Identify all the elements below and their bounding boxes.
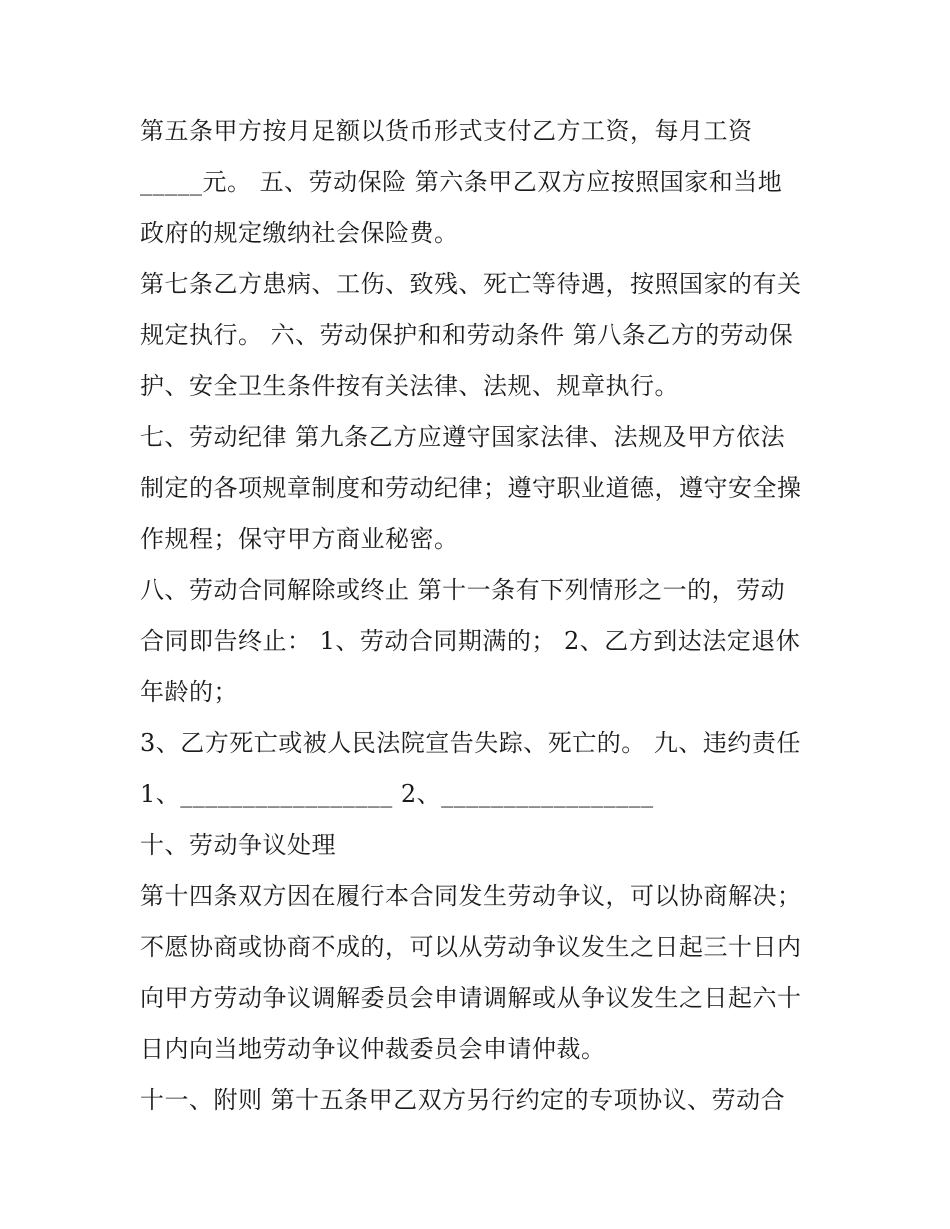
text-line: 1、_________________ 2、_________________ (140, 780, 654, 808)
text-line: 不愿协商或协商不成的，可以从劳动争议发生之日起三十日内 (140, 933, 802, 961)
text-line: 制定的各项规章制度和劳动纪律；遵守职业道德，遵守安全操 (140, 474, 802, 502)
text-line: 3、乙方死亡或被人民法院宣告失踪、死亡的。 九、违约责任 (140, 729, 801, 757)
text-line: 十一、附则 第十五条甲乙双方另行约定的专项协议、劳动合 (140, 1086, 786, 1114)
text-line: 向甲方劳动争议调解委员会申请调解或从争议发生之日起六十 (140, 984, 802, 1012)
text-line: 八、劳动合同解除或终止 第十一条有下列情形之一的，劳动 (140, 576, 786, 604)
text-line: 年龄的； (140, 678, 238, 706)
contract-text (140, 106, 820, 1126)
text-line: 十、劳动争议处理 (140, 831, 336, 859)
text-line: 七、劳动纪律 第九条乙方应遵守国家法律、法规及甲方依法 (140, 423, 786, 451)
text-line: 合同即告终止： 1、劳动合同期满的； 2、乙方到达法定退休 (140, 627, 801, 655)
text-line: 第十四条双方因在履行本合同发生劳动争议，可以协商解决； (140, 882, 802, 910)
text-line: 第五条甲方按月足额以货币形式支付乙方工资，每月工资 (140, 117, 753, 145)
text-line: 规定执行。 六、劳动保护和和劳动条件 第八条乙方的劳动保 (140, 321, 794, 349)
text-line: _____元。 五、劳动保险 第六条甲乙双方应按照国家和当地 (140, 168, 783, 196)
text-line: 政府的规定缴纳社会保险费。 (140, 219, 459, 247)
text-line: 护、安全卫生条件按有关法律、法规、规章执行。 (140, 372, 679, 400)
text-line: 第七条乙方患病、工伤、致残、死亡等待遇，按照国家的有关 (140, 270, 802, 298)
text-line: 作规程；保守甲方商业秘密。 (140, 525, 459, 553)
text-line: 日内向当地劳动争议仲裁委员会申请仲裁。 (140, 1035, 606, 1063)
